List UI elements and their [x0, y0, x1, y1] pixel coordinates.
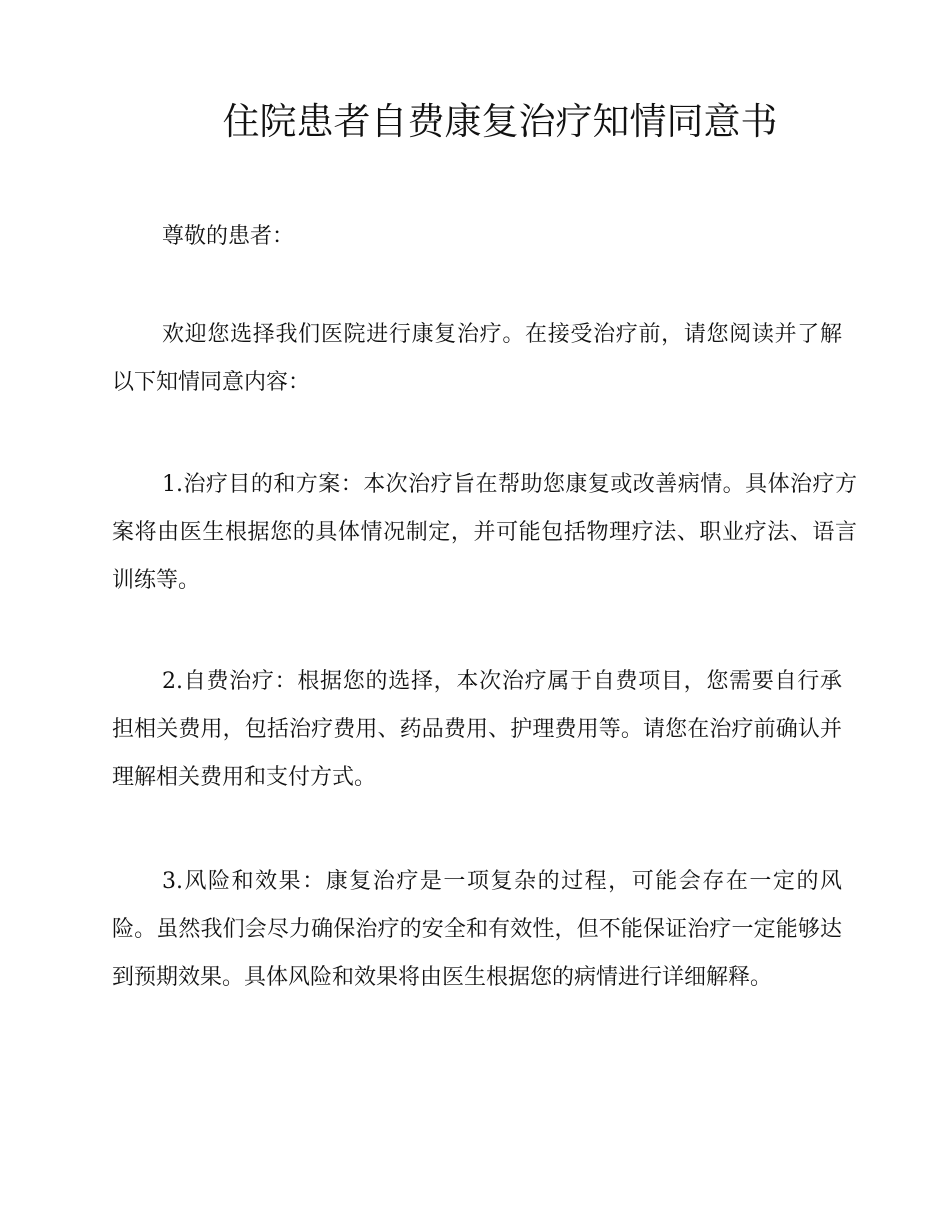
document-title: 住院患者自费康复治疗知情同意书 — [222, 100, 778, 143]
item-treatment-purpose: 1.治疗目的和方案：本次治疗旨在帮助您康复或改善病情。具体治疗方案将由医生根据您的具体情况制定，并可能包括物理疗法、职业疗法、语言训练等。 — [112, 472, 857, 593]
item-risks-and-effects: 3.风险和效果：康复治疗是一项复杂的过程，可能会存在一定的风险。虽然我们会尽力确保治疗的安全和有效性，但不能保证治疗一定能够达到预期效果。具体风险和效果将由医生根据您的病情进行详细解释。 — [112, 869, 842, 990]
salutation: 尊敬的患者： — [162, 224, 295, 249]
intro-paragraph: 欢迎您选择我们医院进行康复治疗。在接受治疗前，请您阅读并了解以下知情同意内容： — [112, 322, 842, 395]
item-self-paid-treatment: 2.自费治疗：根据您的选择，本次治疗属于自费项目，您需要自行承担相关费用，包括治疗费用、药品费用、护理费用等。请您在治疗前确认并理解相关费用和支付方式。 — [112, 669, 842, 790]
